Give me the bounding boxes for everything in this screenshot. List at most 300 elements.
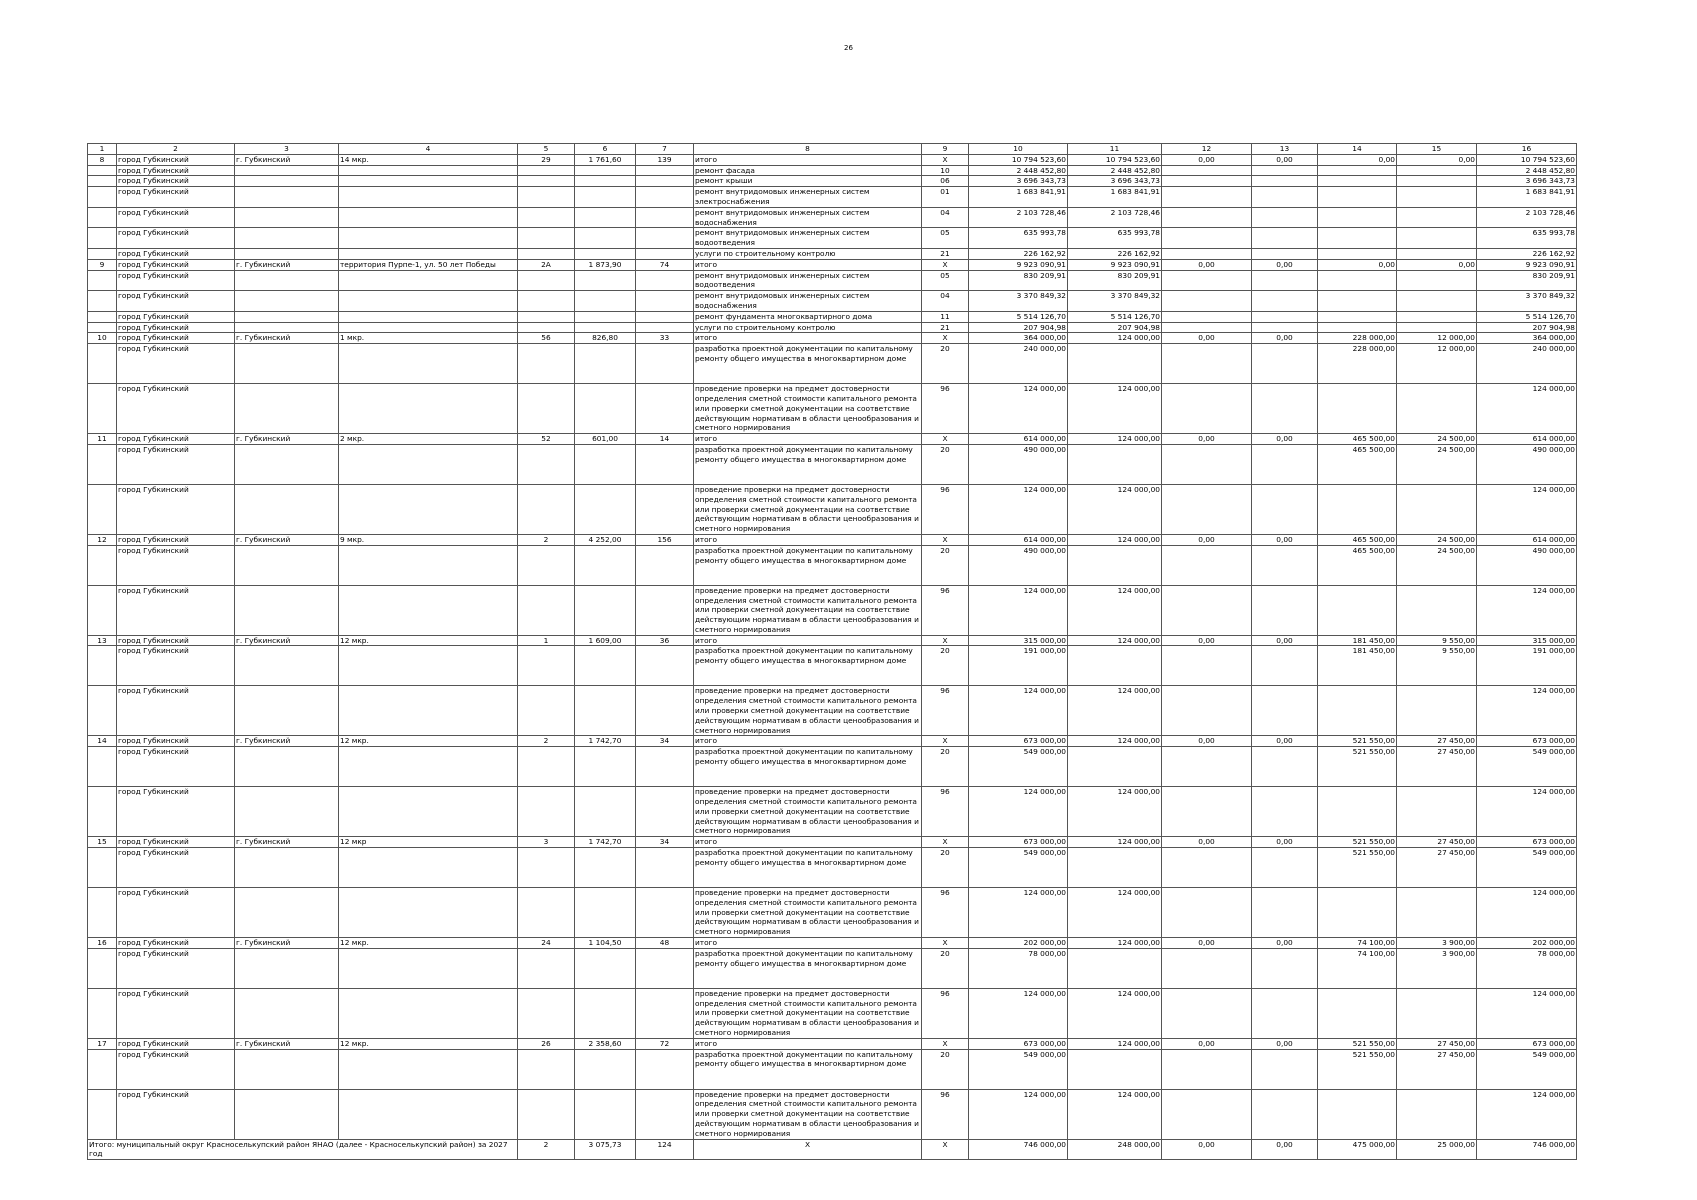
- table-cell: 124 000,00: [1068, 635, 1162, 646]
- table-cell: [88, 646, 117, 686]
- table-cell: [575, 1089, 636, 1139]
- table-cell: [88, 165, 117, 176]
- table-cell: г. Губкинский: [235, 259, 339, 270]
- table-cell: 74 100,00: [1318, 948, 1397, 988]
- table-cell: 1 683 841,91: [1068, 187, 1162, 208]
- table-cell: 315 000,00: [969, 635, 1068, 646]
- table-cell: 9 923 090,91: [1068, 259, 1162, 270]
- table-cell: [235, 585, 339, 635]
- table-row: [88, 646, 1577, 686]
- table-cell: город Губкинский: [117, 228, 235, 249]
- table-cell: город Губкинский: [117, 270, 235, 291]
- table-cell: 56: [518, 333, 575, 344]
- table-cell: [1318, 228, 1397, 249]
- table-cell: 0,00: [1252, 534, 1318, 545]
- table-cell: [518, 948, 575, 988]
- table-cell: [339, 207, 518, 228]
- table-cell: [518, 585, 575, 635]
- table-cell: город Губкинский: [117, 333, 235, 344]
- table-cell: [636, 1089, 694, 1139]
- table-cell: 124 000,00: [1068, 534, 1162, 545]
- table-cell: Х: [922, 635, 969, 646]
- column-number-header: 15: [1397, 144, 1477, 155]
- table-cell: [1318, 585, 1397, 635]
- table-cell: 9 550,00: [1397, 635, 1477, 646]
- table-cell: [1252, 291, 1318, 312]
- table-cell: [235, 270, 339, 291]
- table-cell: Х: [922, 154, 969, 165]
- table-cell: 3 370 849,32: [1477, 291, 1577, 312]
- table-cell: 490 000,00: [969, 444, 1068, 484]
- table-cell: [88, 187, 117, 208]
- table-cell: 0,00: [1162, 736, 1252, 747]
- table-cell: [1162, 484, 1252, 534]
- table-cell: 830 209,91: [969, 270, 1068, 291]
- table-cell: 5 514 126,70: [1068, 311, 1162, 322]
- table-cell: 124 000,00: [1068, 888, 1162, 938]
- table-cell: 490 000,00: [1477, 444, 1577, 484]
- table-cell: 124 000,00: [1477, 585, 1577, 635]
- table-cell: город Губкинский: [117, 888, 235, 938]
- table-cell: 673 000,00: [1477, 736, 1577, 747]
- table-cell: [1397, 228, 1477, 249]
- table-cell: [1397, 888, 1477, 938]
- table-cell: [636, 747, 694, 787]
- table-cell: город Губкинский: [117, 948, 235, 988]
- table-cell: 2 358,60: [575, 1038, 636, 1049]
- page-number: 26: [844, 44, 853, 52]
- table-cell: [1252, 322, 1318, 333]
- table-cell: [1318, 311, 1397, 322]
- table-cell: [518, 187, 575, 208]
- table-cell: 124 000,00: [969, 484, 1068, 534]
- table-cell: [575, 322, 636, 333]
- table-cell: 96: [922, 888, 969, 938]
- table-cell: [575, 585, 636, 635]
- table-cell: 0,00: [1252, 938, 1318, 949]
- table-cell: [575, 747, 636, 787]
- column-number-header: 16: [1477, 144, 1577, 155]
- table-cell: 2 103 728,46: [969, 207, 1068, 228]
- table-cell: 36: [636, 635, 694, 646]
- table-cell: 124 000,00: [969, 384, 1068, 434]
- table-cell: 124 000,00: [1477, 988, 1577, 1038]
- table-cell: 96: [922, 585, 969, 635]
- table-cell: [339, 686, 518, 736]
- table-cell: город Губкинский: [117, 248, 235, 259]
- table-cell: 96: [922, 787, 969, 837]
- table-cell: 27 450,00: [1397, 1049, 1477, 1089]
- table-cell: [339, 888, 518, 938]
- table-cell: 124 000,00: [1068, 938, 1162, 949]
- total-label: Итого: муниципальный округ Красноселькупский район ЯНАО (далее - Красноселькупский район) за 2027 год: [88, 1139, 518, 1160]
- table-cell: 96: [922, 686, 969, 736]
- table-row: [88, 444, 1577, 484]
- table-cell: [1397, 248, 1477, 259]
- table-cell: [1397, 270, 1477, 291]
- total-cell: 3 075,73: [575, 1139, 636, 1160]
- table-cell: [636, 165, 694, 176]
- table-cell: 549 000,00: [1477, 1049, 1577, 1089]
- table-cell: 0,00: [1252, 259, 1318, 270]
- table-cell: город Губкинский: [117, 444, 235, 484]
- table-cell: [235, 207, 339, 228]
- table-cell: ремонт фундамента многоквартирного дома: [694, 311, 922, 322]
- table-cell: 240 000,00: [969, 344, 1068, 384]
- table-cell: [88, 848, 117, 888]
- table-cell: [518, 165, 575, 176]
- table-cell: 240 000,00: [1477, 344, 1577, 384]
- table-cell: 0,00: [1252, 837, 1318, 848]
- table-cell: [636, 545, 694, 585]
- table-cell: [636, 848, 694, 888]
- table-cell: [1318, 888, 1397, 938]
- table-cell: 21: [922, 322, 969, 333]
- table-cell: [1252, 248, 1318, 259]
- table-cell: 3 370 849,32: [969, 291, 1068, 312]
- table-cell: [636, 787, 694, 837]
- total-cell: 248 000,00: [1068, 1139, 1162, 1160]
- total-row: [88, 1139, 1577, 1160]
- capital-repair-table: [87, 143, 1577, 1160]
- table-cell: 96: [922, 1089, 969, 1139]
- table-cell: [518, 228, 575, 249]
- table-cell: [1252, 228, 1318, 249]
- table-cell: 124 000,00: [969, 988, 1068, 1038]
- table-cell: [339, 545, 518, 585]
- table-cell: [518, 322, 575, 333]
- table-cell: 10 794 523,60: [969, 154, 1068, 165]
- table-cell: [1162, 444, 1252, 484]
- table-cell: 20: [922, 545, 969, 585]
- table-cell: [575, 787, 636, 837]
- table-cell: город Губкинский: [117, 434, 235, 445]
- table-cell: [1318, 1089, 1397, 1139]
- table-cell: [1397, 686, 1477, 736]
- table-cell: 124 000,00: [1477, 787, 1577, 837]
- column-number-header: 12: [1162, 144, 1252, 155]
- table-cell: Х: [922, 259, 969, 270]
- table-cell: [235, 948, 339, 988]
- table-cell: итого: [694, 635, 922, 646]
- table-cell: [235, 888, 339, 938]
- table-cell: 11: [88, 434, 117, 445]
- table-cell: 14: [88, 736, 117, 747]
- table-cell: [339, 585, 518, 635]
- table-cell: [235, 444, 339, 484]
- table-cell: 124 000,00: [1068, 484, 1162, 534]
- table-cell: [88, 248, 117, 259]
- table-cell: [339, 646, 518, 686]
- table-cell: итого: [694, 837, 922, 848]
- table-cell: [339, 747, 518, 787]
- table-cell: 1: [518, 635, 575, 646]
- table-cell: [88, 948, 117, 988]
- table-cell: [1162, 311, 1252, 322]
- table-cell: город Губкинский: [117, 259, 235, 270]
- table-cell: [235, 248, 339, 259]
- column-number-header: 10: [969, 144, 1068, 155]
- table-cell: [1162, 248, 1252, 259]
- table-cell: город Губкинский: [117, 384, 235, 434]
- table-cell: 521 550,00: [1318, 848, 1397, 888]
- table-row: [88, 484, 1577, 534]
- table-cell: 0,00: [1397, 259, 1477, 270]
- header-row: [88, 144, 1577, 155]
- table-cell: 124 000,00: [969, 585, 1068, 635]
- table-row: [88, 888, 1577, 938]
- table-cell: 96: [922, 384, 969, 434]
- table-cell: 24 500,00: [1397, 444, 1477, 484]
- table-cell: 207 904,98: [969, 322, 1068, 333]
- table-cell: 9 550,00: [1397, 646, 1477, 686]
- table-cell: Х: [922, 1038, 969, 1049]
- table-cell: [518, 384, 575, 434]
- table-cell: [1162, 686, 1252, 736]
- table-cell: город Губкинский: [117, 736, 235, 747]
- table-cell: 1 761,60: [575, 154, 636, 165]
- table-row: [88, 948, 1577, 988]
- table-cell: [1397, 187, 1477, 208]
- table-cell: 1 104,50: [575, 938, 636, 949]
- table-cell: 521 550,00: [1318, 837, 1397, 848]
- table-cell: ремонт фасада: [694, 165, 922, 176]
- table-cell: 14: [636, 434, 694, 445]
- table-cell: [339, 948, 518, 988]
- table-cell: разработка проектной документации по капитальному ремонту общего имущества в многоквартирном доме: [694, 545, 922, 585]
- table-cell: [1162, 384, 1252, 434]
- table-cell: город Губкинский: [117, 545, 235, 585]
- table-cell: 1 609,00: [575, 635, 636, 646]
- table-cell: 27 450,00: [1397, 848, 1477, 888]
- table-cell: 0,00: [1252, 635, 1318, 646]
- table-row: [88, 585, 1577, 635]
- table-cell: 20: [922, 948, 969, 988]
- table-cell: [1397, 291, 1477, 312]
- table-cell: [575, 187, 636, 208]
- table-cell: 20: [922, 646, 969, 686]
- table-cell: город Губкинский: [117, 165, 235, 176]
- table-cell: 490 000,00: [969, 545, 1068, 585]
- table-cell: Х: [922, 333, 969, 344]
- total-cell: Х: [922, 1139, 969, 1160]
- table-cell: 124 000,00: [1477, 1089, 1577, 1139]
- table-cell: [575, 384, 636, 434]
- table-cell: [1252, 988, 1318, 1038]
- table-cell: [88, 322, 117, 333]
- table-cell: 226 162,92: [969, 248, 1068, 259]
- total-cell: 746 000,00: [969, 1139, 1068, 1160]
- table-cell: 96: [922, 484, 969, 534]
- table-cell: [575, 1049, 636, 1089]
- table-cell: 614 000,00: [969, 434, 1068, 445]
- table-cell: 315 000,00: [1477, 635, 1577, 646]
- table-cell: проведение проверки на предмет достоверности определения сметной стоимости капитального ремонта или проверки сметной документации на соответствие действующим нормативам в области ценообразования и сметного нормирования: [694, 686, 922, 736]
- table-cell: город Губкинский: [117, 988, 235, 1038]
- table-cell: разработка проектной документации по капитальному ремонту общего имущества в многоквартирном доме: [694, 848, 922, 888]
- table-cell: город Губкинский: [117, 207, 235, 228]
- table-cell: 72: [636, 1038, 694, 1049]
- table-cell: [1252, 948, 1318, 988]
- table-cell: 21: [922, 248, 969, 259]
- table-cell: [235, 787, 339, 837]
- table-cell: [1252, 444, 1318, 484]
- table-cell: 139: [636, 154, 694, 165]
- table-cell: проведение проверки на предмет достоверности определения сметной стоимости капитального ремонта или проверки сметной документации на соответствие действующим нормативам в области ценообразования и сметного нормирования: [694, 585, 922, 635]
- table-cell: [1068, 545, 1162, 585]
- table-cell: 12 мкр.: [339, 1038, 518, 1049]
- column-number-header: 4: [339, 144, 518, 155]
- table-cell: 16: [88, 938, 117, 949]
- table-cell: г. Губкинский: [235, 154, 339, 165]
- table-row: [88, 291, 1577, 312]
- table-cell: 830 209,91: [1477, 270, 1577, 291]
- table-cell: 1 742,70: [575, 837, 636, 848]
- table-cell: 0,00: [1162, 333, 1252, 344]
- table-cell: ремонт внутридомовых инженерных систем электроснабжения: [694, 187, 922, 208]
- table-cell: [518, 888, 575, 938]
- table-cell: 74: [636, 259, 694, 270]
- table-cell: 124 000,00: [969, 888, 1068, 938]
- table-cell: 20: [922, 848, 969, 888]
- table-cell: [575, 646, 636, 686]
- total-cell: 0,00: [1252, 1139, 1318, 1160]
- table-cell: [1162, 291, 1252, 312]
- table-cell: 10 794 523,60: [1477, 154, 1577, 165]
- table-cell: 521 550,00: [1318, 747, 1397, 787]
- table-cell: 0,00: [1162, 635, 1252, 646]
- table-cell: 12 мкр: [339, 837, 518, 848]
- table-cell: 3 696 343,73: [1068, 176, 1162, 187]
- table-cell: [88, 545, 117, 585]
- table-cell: проведение проверки на предмет достоверности определения сметной стоимости капитального ремонта или проверки сметной документации на соответствие действующим нормативам в области ценообразования и сметного нормирования: [694, 988, 922, 1038]
- table-cell: город Губкинский: [117, 176, 235, 187]
- table-cell: [1252, 1049, 1318, 1089]
- table-cell: 1 683 841,91: [969, 187, 1068, 208]
- table-row: [88, 259, 1577, 270]
- table-cell: 191 000,00: [1477, 646, 1577, 686]
- table-cell: [339, 848, 518, 888]
- table-cell: Х: [922, 534, 969, 545]
- table-cell: 78 000,00: [969, 948, 1068, 988]
- table-cell: 8: [88, 154, 117, 165]
- table-cell: итого: [694, 333, 922, 344]
- table-cell: [88, 384, 117, 434]
- table-cell: 12 000,00: [1397, 333, 1477, 344]
- table-cell: [1318, 165, 1397, 176]
- table-cell: 124 000,00: [969, 686, 1068, 736]
- table-cell: [339, 165, 518, 176]
- table-cell: [575, 270, 636, 291]
- table-cell: 2: [518, 736, 575, 747]
- table-cell: [235, 988, 339, 1038]
- table-cell: 521 550,00: [1318, 736, 1397, 747]
- table-cell: 1 683 841,91: [1477, 187, 1577, 208]
- table-cell: [339, 291, 518, 312]
- table-cell: город Губкинский: [117, 848, 235, 888]
- table-cell: 1 873,90: [575, 259, 636, 270]
- table-cell: [1397, 384, 1477, 434]
- table-cell: итого: [694, 736, 922, 747]
- table-cell: 673 000,00: [969, 1038, 1068, 1049]
- table-cell: 635 993,78: [1068, 228, 1162, 249]
- table-cell: 33: [636, 333, 694, 344]
- table-cell: [88, 291, 117, 312]
- table-row: [88, 1038, 1577, 1049]
- table-cell: 0,00: [1318, 259, 1397, 270]
- table-cell: 465 500,00: [1318, 434, 1397, 445]
- table-cell: 181 450,00: [1318, 635, 1397, 646]
- table-cell: [1162, 187, 1252, 208]
- table-cell: 2 448 452,80: [1068, 165, 1162, 176]
- table-cell: 465 500,00: [1318, 545, 1397, 585]
- table-cell: 05: [922, 228, 969, 249]
- table-cell: 614 000,00: [1477, 434, 1577, 445]
- table-cell: [88, 311, 117, 322]
- table-cell: [339, 228, 518, 249]
- table-cell: разработка проектной документации по капитальному ремонту общего имущества в многоквартирном доме: [694, 1049, 922, 1089]
- table-cell: 181 450,00: [1318, 646, 1397, 686]
- table-cell: 465 500,00: [1318, 534, 1397, 545]
- table-cell: г. Губкинский: [235, 635, 339, 646]
- table-cell: ремонт крыши: [694, 176, 922, 187]
- table-cell: [1397, 311, 1477, 322]
- table-cell: 549 000,00: [969, 747, 1068, 787]
- table-cell: итого: [694, 434, 922, 445]
- table-row: [88, 311, 1577, 322]
- table-cell: город Губкинский: [117, 837, 235, 848]
- table-cell: [88, 747, 117, 787]
- table-cell: [1252, 888, 1318, 938]
- table-cell: ремонт внутридомовых инженерных систем водоснабжения: [694, 207, 922, 228]
- table-cell: итого: [694, 938, 922, 949]
- table-cell: [339, 484, 518, 534]
- table-cell: 614 000,00: [1477, 534, 1577, 545]
- table-cell: [575, 165, 636, 176]
- table-cell: [339, 988, 518, 1038]
- table-cell: [518, 270, 575, 291]
- table-cell: 124 000,00: [1068, 988, 1162, 1038]
- table-cell: [1318, 384, 1397, 434]
- table-cell: итого: [694, 534, 922, 545]
- table-cell: [518, 1049, 575, 1089]
- table-cell: [235, 848, 339, 888]
- total-cell: 2: [518, 1139, 575, 1160]
- table-cell: [88, 484, 117, 534]
- table-cell: 12 000,00: [1397, 344, 1477, 384]
- table-cell: г. Губкинский: [235, 333, 339, 344]
- table-cell: 124 000,00: [1068, 384, 1162, 434]
- table-cell: [1397, 585, 1477, 635]
- table-cell: 04: [922, 291, 969, 312]
- table-cell: [1162, 344, 1252, 384]
- table-cell: [1068, 344, 1162, 384]
- total-cell: 25 000,00: [1397, 1139, 1477, 1160]
- table-cell: ремонт внутридомовых инженерных систем водоотведения: [694, 228, 922, 249]
- table-cell: 34: [636, 736, 694, 747]
- table-cell: [88, 988, 117, 1038]
- table-cell: 1 742,70: [575, 736, 636, 747]
- table-cell: город Губкинский: [117, 646, 235, 686]
- table-cell: [1318, 248, 1397, 259]
- table-cell: 601,00: [575, 434, 636, 445]
- table-cell: 635 993,78: [1477, 228, 1577, 249]
- table-cell: 124 000,00: [1477, 686, 1577, 736]
- table-cell: [1252, 1089, 1318, 1139]
- table-cell: Х: [922, 837, 969, 848]
- table-cell: 0,00: [1162, 154, 1252, 165]
- table-cell: [1397, 207, 1477, 228]
